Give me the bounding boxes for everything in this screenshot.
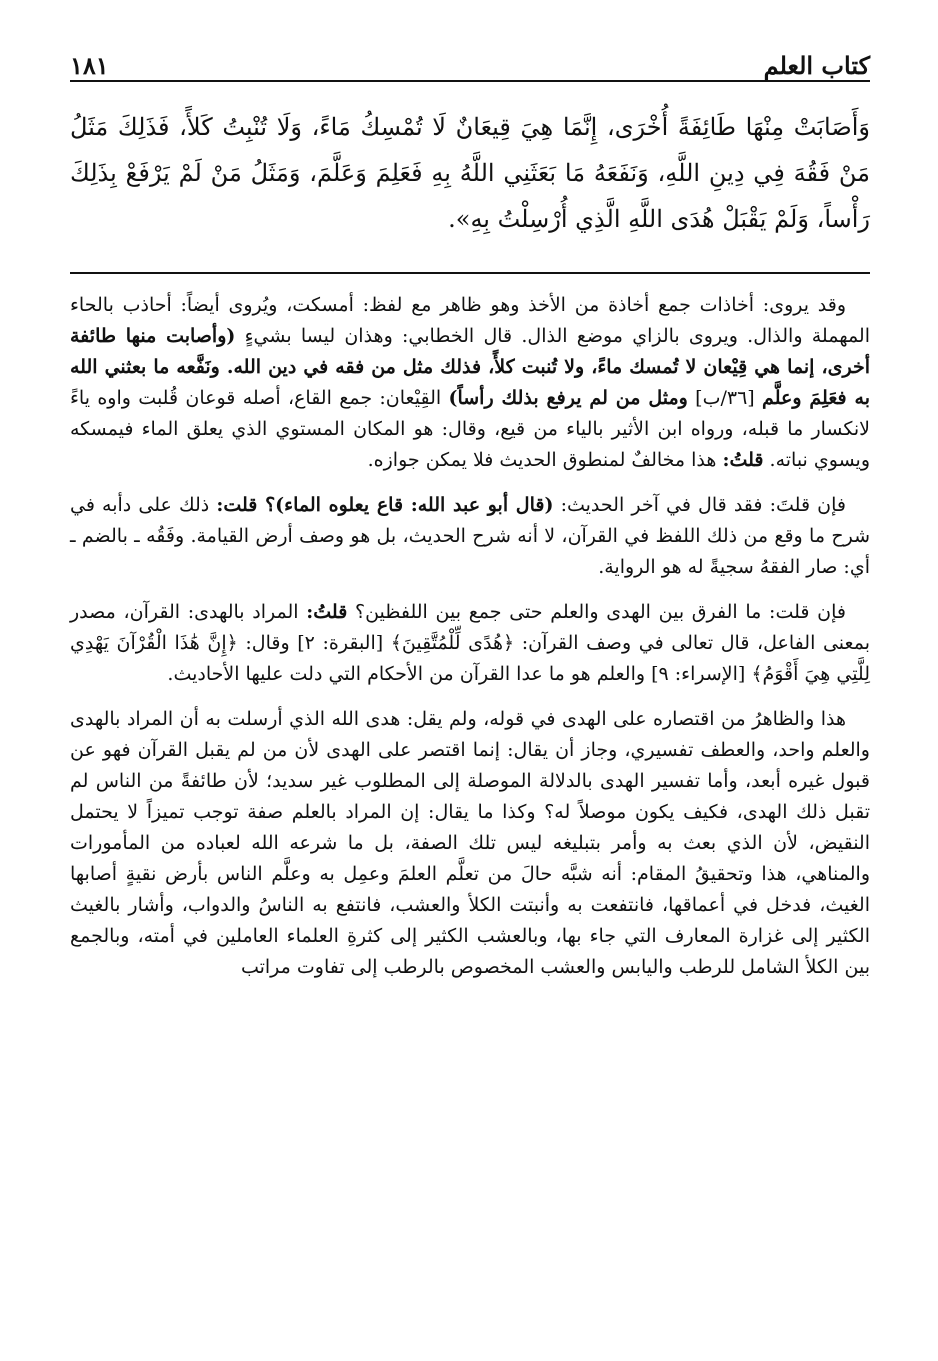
commentary-paragraph-3 — [70, 597, 870, 690]
p1-hadith-quote-cont: ومثل من لم يرفع بذلك رأساً) — [448, 387, 688, 409]
p2-text-c: ذلك على دأبه في شرح ما وقع من ذلك اللفظ في القرآن، لا أنه شرح الحديث، بل هو وصف أرض القيامة. وفَقُه ـ بالضم ـ أي: صار الفقهُ سجيةً له هو الرواية. — [70, 494, 870, 578]
hadith-text: وَأَصَابَتْ مِنْهَا طَائِفَةً أُخْرَى، إِنَّمَا هِيَ قِيعَانٌ لَا تُمْسِكُ مَاءً، وَلَا تُنْبِتُ كَلأً، فَذَلِكَ مَثَلُ مَنْ فَقُهَ فِي دِينِ اللَّهِ، وَنَفَعَهُ مَا بَعَثَنِي اللَّهُ بِهِ فَعَلِمَ وَعَلَّمَ، وَمَثَلُ مَنْ لَمْ يَرْفَعْ بِذَلِكَ رَأْساً، وَلَمْ يَقْبَلْ هُدَى اللَّهِ الَّذِي أُرْسِلْتُ بِهِ». — [70, 113, 870, 233]
p2-quote: (قال أبو عبد الله: قاع يعلوه الماء)؟ قلت: — [216, 494, 554, 516]
page-header — [70, 40, 870, 82]
p1-qultu: قلتُ: — [722, 449, 764, 471]
p1-text-a: وقد يروى: أخاذات جمع أخاذة من الأخذ وهو ظاهر مع لفظ: أمسكت، ويُروى أيضاً: أحاذب بالحاء المهملة والذال. ويروى بالزاي موضع الذال. قال الخطابي: وهذان ليسا بشيءٍ — [70, 294, 870, 347]
p1-text-e: القِيْعان: جمع القاع، أصله قوعان قُلبت واوه ياءً لانكسار ما قبله، ورواه ابن الأثير بالياء من قيع، وقال: هو المكان المستوي الذي يعلق الماء فيمسكه ويسوي نباته. — [70, 387, 870, 471]
chapter-title: كتاب العلم — [763, 51, 870, 80]
commentary-paragraph-1 — [70, 290, 870, 476]
commentary-section — [70, 290, 870, 983]
page-number: ١٨١ — [70, 51, 109, 80]
p3-text-a: فإن قلت: ما الفرق بين الهدى والعلم حتى جمع بين اللفظين؟ — [347, 601, 846, 623]
p2-text-a: فإن قلتَ: فقد قال في آخر الحديث: — [553, 494, 846, 516]
p3-qultu: قلتُ: — [306, 601, 348, 623]
p1-text-g: هذا مخالفٌ لمنطوق الحديث فلا يمكن جوازه. — [367, 449, 723, 471]
p1-manuscript-ref: [٣٦/ب] — [687, 387, 763, 409]
commentary-paragraph-4: هذا والظاهرُ من اقتصاره على الهدى في قوله، ولم يقل: هدى الله الذي أرسلت به أن المراد بالهدى والعلم واحد، والعطف تفسيري، وجاز أن يقال: إنما اقتصر على الهدى لأن من لم يقبل القرآن فهو عن قبول غيره أبعد، وأما تفسير الهدى بالدلالة الموصلة إلى المطلوب غير سديد؛ لأن طائفةً من الناس لم تقبل ذلك الهدى، فكيف يكون موصلاً له؟ وكذا ما يقال: إن المراد بالعلم صفة توجب تميزاً لا يحتمل النقيض، لأن الذي بعث به وأمر بتبليغه ليس تلك الصفة، بل ما شرعه الله لعباده من المأمورات والمناهي، هذا وتحقيقُ المقام: أنه شبَّه حالَ من تعلَّم العلمَ وعمِل به وعلَّم الناس بأرض نقيةٍ أصابها الغيث، فدخل في أعماقها، فانتفعت به وأنبتت الكلأ والعشب، فانتفع به الناسُ والدواب، وأشار بالغيث الكثير إلى غزارة المعارف التي جاء بها، وبالعشب الكثير إلى كثرةِ العلماء العاملين في أمته، وبالجمع بين الكلأ الشامل للرطب واليابس والعشب المخصوص بالرطب إلى تفاوت مراتب — [70, 708, 870, 978]
footnote-divider — [70, 272, 870, 274]
book-page — [70, 40, 870, 997]
p1-hadith-quote: (وأصابت منها طائفة أخرى، إنما هي قِيْعان لا تُمسك ماءً، ولا تُنبت كلأً، فذلك مثل من فقه في دين الله. ونَفَّعه ما بعثني الله به فعَلِمَ وعلَّم — [70, 325, 870, 409]
p3-text-c: المراد بالهدى: القرآن، مصدر بمعنى الفاعل، قال تعالى في وصف القرآن: ﴿هُدًى لِّلْمُتَّقِينَ﴾ [البقرة: ٢] وقال: ﴿إِنَّ هَٰذَا الْقُرْآنَ يَهْدِي لِلَّتِي هِيَ أَقْوَمُ﴾ [الإسراء: ٩] والعلم هو ما عدا القرآن من الأحكام التي دلت عليها الأحاديث. — [70, 601, 870, 685]
commentary-paragraph-2 — [70, 490, 870, 583]
